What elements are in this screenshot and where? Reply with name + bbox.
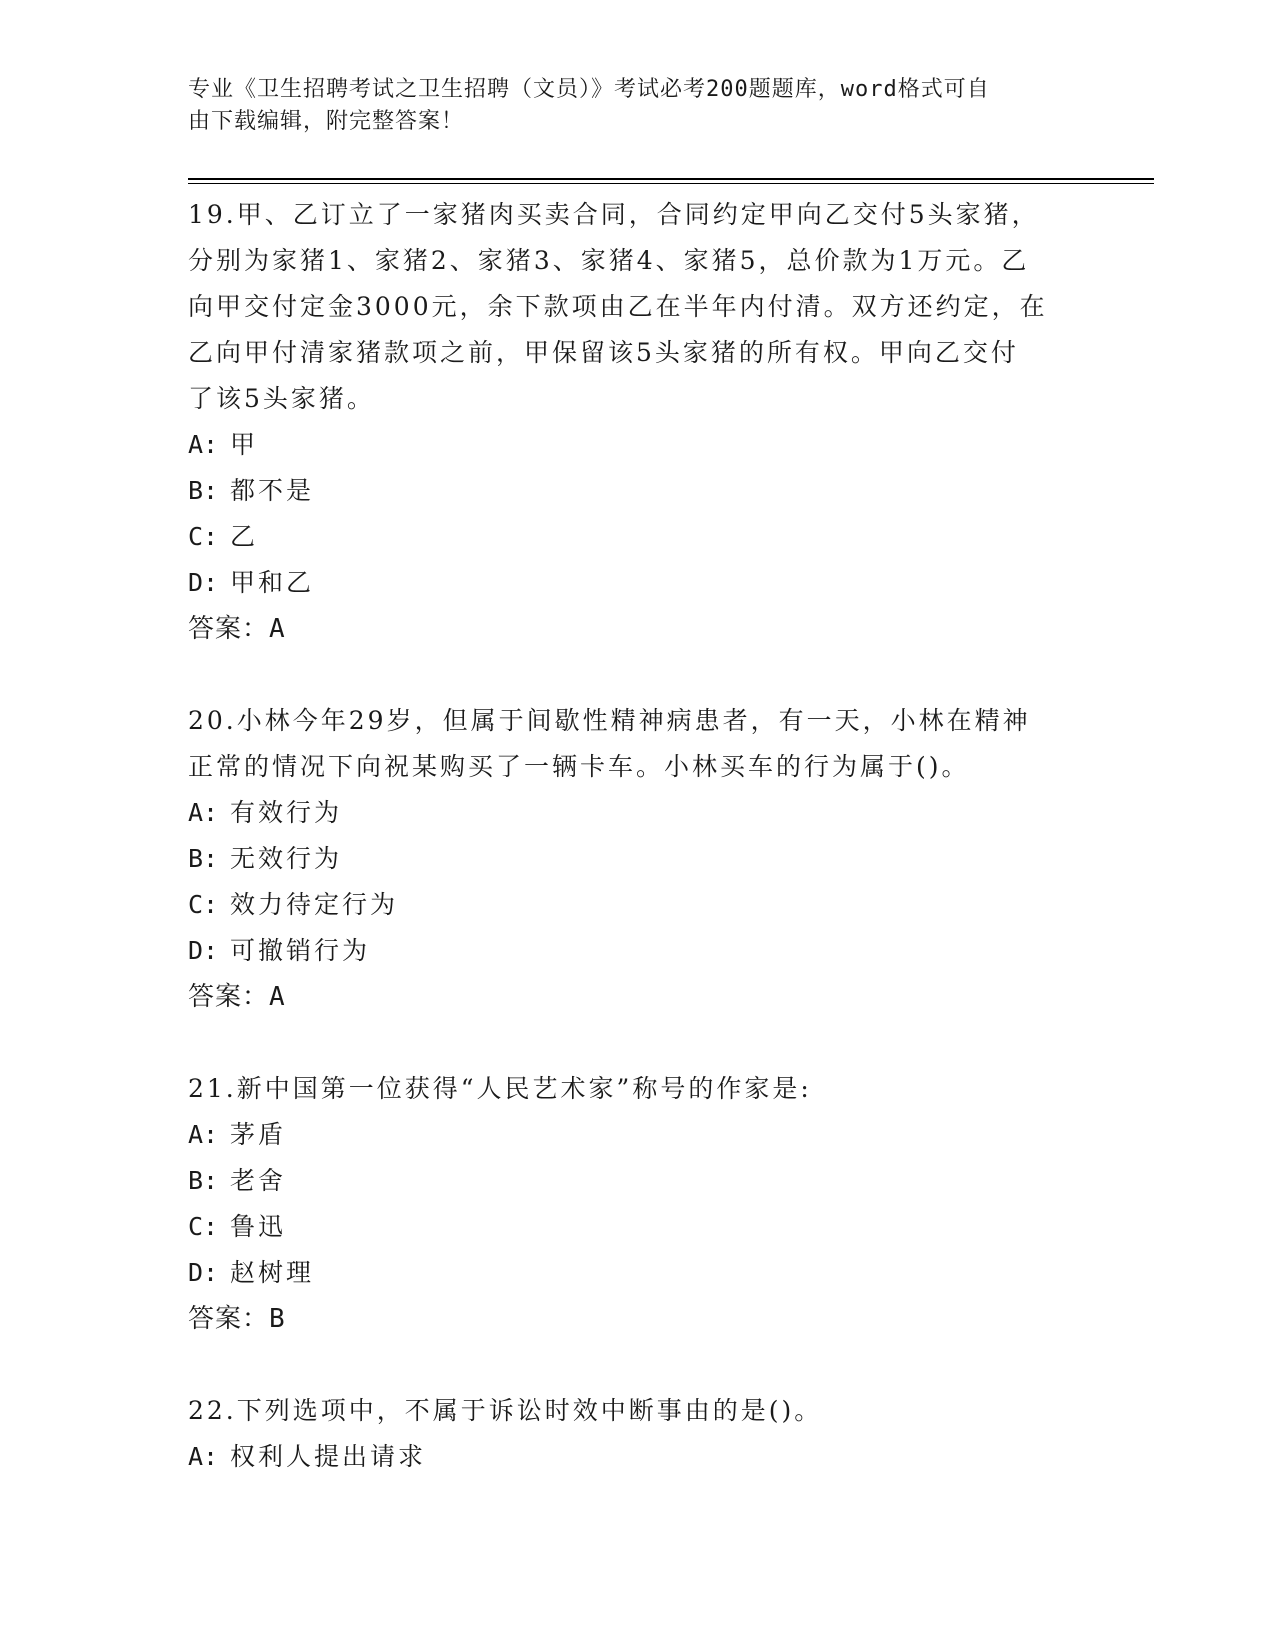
- question-spacer: [188, 1342, 1088, 1388]
- option-a: [188, 1112, 1088, 1158]
- question-stem: [188, 1388, 1088, 1434]
- question-list: [188, 192, 1088, 1480]
- option-b: [188, 1158, 1088, 1204]
- option-d: [188, 928, 1088, 974]
- question-20: [188, 698, 1088, 1020]
- answer-line: [188, 1296, 1088, 1342]
- option-text: 有效行为: [230, 798, 343, 827]
- header-line-1: 专业《卫生招聘考试之卫生招聘（文员）》考试必考200题题库，word格式可自: [188, 77, 990, 102]
- option-text: 权利人提出请求: [230, 1442, 427, 1471]
- stem-line: 21.新中国第一位获得“人民艺术家”称号的作家是:: [188, 1074, 812, 1103]
- option-text: 鲁迅: [230, 1212, 287, 1241]
- answer-label: 答案：: [188, 982, 270, 1012]
- option-c: [188, 514, 1088, 560]
- option-letter: D:: [188, 568, 219, 597]
- header-divider-thin: [188, 183, 1154, 184]
- question-stem: [188, 192, 1088, 422]
- option-text: 甲和乙: [230, 568, 315, 597]
- option-a: [188, 1434, 1088, 1480]
- option-text: 可撤销行为: [230, 936, 371, 965]
- question-spacer: [188, 652, 1088, 698]
- option-c: [188, 882, 1088, 928]
- option-b: [188, 468, 1088, 514]
- option-d: [188, 1250, 1088, 1296]
- option-letter: A:: [188, 430, 219, 459]
- option-d: [188, 560, 1088, 606]
- option-text: 都不是: [230, 476, 315, 505]
- answer-value: B: [269, 1304, 286, 1334]
- stem-line: 20.小林今年29岁，但属于间歇性精神病患者，有一天，小林在精神: [188, 706, 1031, 735]
- option-letter: D:: [188, 1258, 219, 1287]
- option-text: 甲: [230, 430, 259, 459]
- header-line-2: 由下载编辑，附完整答案！: [188, 109, 465, 134]
- option-letter: D:: [188, 936, 219, 965]
- option-letter: A:: [188, 1442, 219, 1471]
- question-21: [188, 1066, 1088, 1342]
- option-letter: B:: [188, 476, 219, 505]
- stem-line: 向甲交付定金3000元，余下款项由乙在半年内付清。双方还约定，在: [188, 292, 1048, 321]
- answer-line: [188, 606, 1088, 652]
- option-letter: B:: [188, 1166, 219, 1195]
- option-letter: B:: [188, 844, 219, 873]
- stem-line: 了该5头家猪。: [188, 384, 375, 413]
- question-19: [188, 192, 1088, 652]
- option-text: 茅盾: [230, 1120, 287, 1149]
- answer-value: A: [269, 614, 286, 644]
- option-text: 赵树理: [230, 1258, 315, 1287]
- stem-line: 19.甲、乙订立了一家猪肉买卖合同，合同约定甲向乙交付5头家猪，: [188, 200, 1040, 229]
- option-c: [188, 1204, 1088, 1250]
- answer-label: 答案：: [188, 614, 270, 644]
- option-text: 效力待定行为: [230, 890, 399, 919]
- option-a: [188, 422, 1088, 468]
- stem-line: 正常的情况下向祝某购买了一辆卡车。小林买车的行为属于()。: [188, 752, 970, 781]
- question-stem: [188, 698, 1088, 790]
- option-text: 无效行为: [230, 844, 343, 873]
- answer-line: [188, 974, 1088, 1020]
- stem-line: 分别为家猪1、家猪2、家猪3、家猪4、家猪5，总价款为1万元。乙: [188, 246, 1030, 275]
- option-letter: A:: [188, 1120, 219, 1149]
- option-letter: C:: [188, 522, 219, 551]
- option-text: 乙: [230, 522, 259, 551]
- question-22: [188, 1388, 1088, 1480]
- header-divider-thick: [188, 178, 1154, 180]
- document-header: [188, 74, 1078, 138]
- question-spacer: [188, 1020, 1088, 1066]
- stem-line: 22.下列选项中，不属于诉讼时效中断事由的是()。: [188, 1396, 823, 1425]
- option-letter: C:: [188, 1212, 219, 1241]
- option-text: 老舍: [230, 1166, 287, 1195]
- option-letter: A:: [188, 798, 219, 827]
- option-b: [188, 836, 1088, 882]
- question-stem: [188, 1066, 1088, 1112]
- answer-value: A: [269, 982, 286, 1012]
- stem-line: 乙向甲付清家猪款项之前，甲保留该5头家猪的所有权。甲向乙交付: [188, 338, 1019, 367]
- option-letter: C:: [188, 890, 219, 919]
- option-a: [188, 790, 1088, 836]
- answer-label: 答案：: [188, 1304, 270, 1334]
